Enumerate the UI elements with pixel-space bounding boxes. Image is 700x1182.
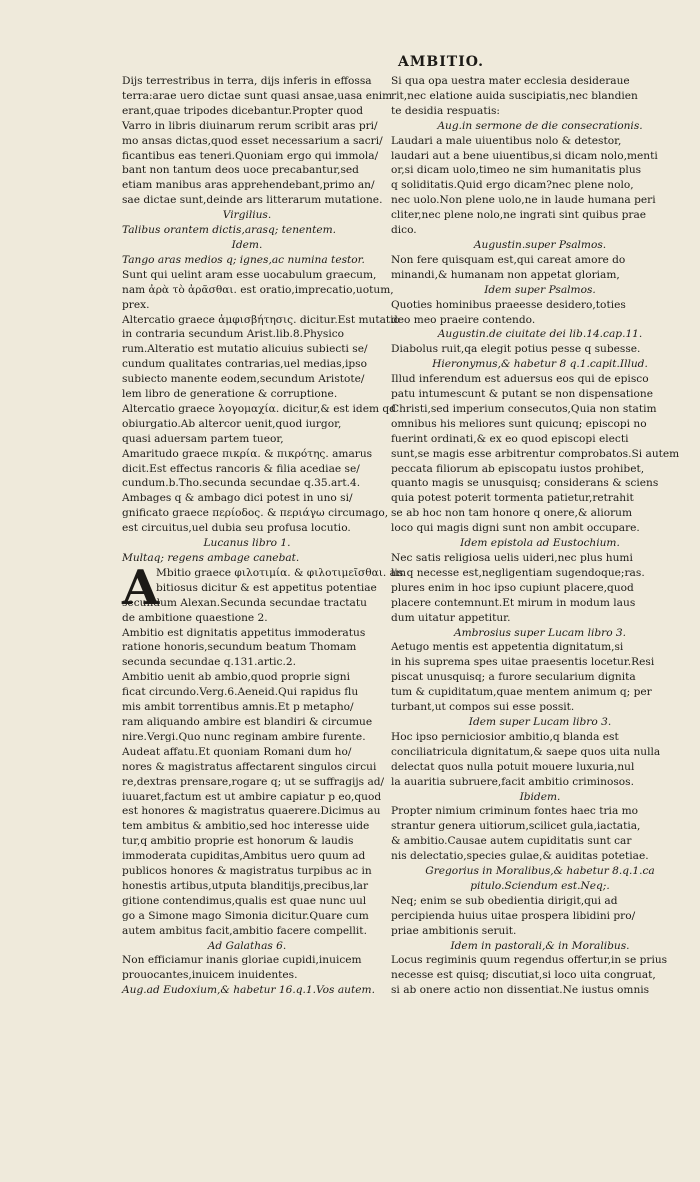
citation: Aug.ad Eudoxium,& habetur 16.q.1.Vos autem. [122, 984, 375, 997]
right-column [391, 74, 689, 998]
text-line: turbant,ut compos sui esse possit. [391, 701, 575, 714]
text-line: Quoties hominibus praeesse desidero,toties [391, 298, 626, 311]
text-line: strantur genera uitiorum,scilicet gula,iactatia, [391, 820, 641, 833]
text-line: dum uitatur appetitur. [391, 611, 511, 624]
text-line: or,si dicam uolo,timeo ne sim humanitatis plus [391, 164, 642, 177]
text-line: Amaritudo graece πικρία. & πικρότης. amarus [122, 447, 373, 460]
citation: Augustin.super Psalmos. [473, 238, 607, 251]
text-line: subiecto manente eodem,secundum Aristote/ [122, 373, 365, 386]
paragraph [391, 551, 689, 626]
text-line: peccata filiorum ab episcopatu iustos prohibet, [391, 462, 645, 475]
drop-cap: A [122, 559, 160, 616]
text-line: obiurgatio.Ab altercor uenit,quod iurgor, [122, 417, 342, 430]
text-line: conciliatricula dignitatum,& saepe quos uita nulla [391, 745, 661, 758]
text-line: cundum.b.Tho.secunda secundae q.35.art.4. [122, 477, 361, 490]
text-line: secundum Alexan.Secunda secundae tractatu [122, 596, 367, 609]
paragraph [122, 953, 372, 983]
text-line: Illud inferendum est aduersus eos qui de episco [391, 373, 649, 386]
text-line: tur,q ambitio proprie est honorum & laudis [122, 835, 354, 848]
citation: Idem. [231, 238, 263, 251]
text-line: la auaritia subruere,facit ambitio criminosos. [391, 775, 634, 788]
text-line: laudari aut a bene uiuentibus,si dicam nolo,menti [391, 149, 658, 162]
quotation: Tango aras medios q; ignes,ac numina testor. [122, 253, 365, 266]
citation: Hieronymus,& habetur 8 q.1.capit.Illud. [432, 358, 648, 371]
text-line: fuerint ordinati,& ex eo quod episcopi electi [391, 432, 629, 445]
text-line: delectat quos nulla potuit mouere luxuria,nul [391, 760, 635, 773]
text-line: tem ambitus & ambitio,sed hoc interesse uide [122, 820, 370, 833]
text-line: Sunt qui uelint aram esse uocabulum graecum, [122, 268, 377, 281]
paragraph [391, 298, 689, 328]
text-line: publicos honores & magistratus turpibus ac in [122, 865, 372, 878]
text-line: si ab onere actio non dissentiat.Ne iustus omnis [391, 984, 650, 997]
text-line: nores & magistratus affectarent singulos circui [122, 760, 377, 773]
text-line: quasi aduersam partem tueor, [122, 432, 284, 445]
text-line: cundum qualitates contrarias,uel medias,ipso [122, 358, 367, 371]
citation: Ambrosius super Lucam libro 3. [453, 626, 627, 639]
citation: Idem super Psalmos. [484, 283, 596, 296]
paragraph [122, 596, 385, 939]
text-line: dicit.Est effectus rancoris & filia acediae se/ [122, 462, 360, 475]
text-line: Dijs terrestribus in terra, dijs inferis in effossa [122, 75, 372, 87]
text-line: minandi,& humanam non appetat gloriam, [391, 268, 620, 281]
text-line: ram aliquando ambire est blandiri & circumue [122, 715, 373, 728]
text-line: necesse est quisq; discutiat,si loco uita congruat, [391, 969, 656, 982]
text-line: cliter,nec plene nolo,ne ingrati sint quibus prae [391, 209, 647, 222]
paragraph [391, 730, 689, 790]
text-line: rit,nec elatione auida suscipiatis,nec blandien [391, 89, 638, 102]
paragraph [122, 268, 394, 313]
citation: pitulo.Sciendum est.Neq;. [470, 879, 610, 892]
text-line: Altercatio graece λογομαχία. dicitur,& est idem qd [122, 402, 396, 415]
text-line: re,dextras prensare,rogare q; ut se suffragijs ad/ [122, 775, 385, 788]
text-line: immoderata cupiditas,Ambitus uero quum ad [122, 850, 366, 863]
text-line: in contraria secundum Arist.lib.8.Physico [122, 328, 345, 341]
paragraph [391, 640, 689, 715]
text-line: nis delectatio,species gulae,& auiditas potetiae. [391, 850, 649, 863]
citation: Gregorius in Moralibus,& habetur 8.q.1.ca [425, 865, 655, 878]
text-line: Diabolus ruit,qa elegit potius pesse q subesse. [391, 343, 641, 356]
text-line: Ambitio est dignitatis appetitus immoderatus [122, 626, 366, 639]
text-line: ficantibus eas teneri.Quoniam ergo qui immola/ [122, 149, 379, 162]
paragraph [391, 804, 689, 864]
paragraph [122, 313, 400, 537]
text-line: se ab hoc non tam honore q onere,& aliorum [391, 507, 633, 520]
citation: Lucanus libro 1. [203, 537, 291, 550]
text-line: te desidia respuatis: [391, 104, 500, 117]
text-line: prouocantes,inuicem inuidentes. [122, 969, 298, 982]
text-line: Locus regiminis quum regendus offertur,in se prius [391, 954, 668, 967]
paragraph [391, 894, 689, 939]
text-line: Varro in libris diuinarum rerum scribit aras pri/ [122, 119, 378, 132]
text-line: in his suprema spes uitae praesentis locetur.Resi [391, 656, 655, 669]
citation: Idem super Lucam libro 3. [468, 715, 612, 728]
text-line: gnificato graece περίοδος. & περιάγω circumago, [122, 507, 389, 520]
text-line: dico. [391, 224, 417, 237]
text-line: lem libro de generatione & corruptione. [122, 388, 338, 401]
text-line: Aetugo mentis est appetentia dignitatum,si [391, 641, 624, 654]
quotation: Talibus orantem dictis,arasq; tenentem. [122, 224, 337, 237]
text-line: Propter nimium criminum fontes haec tria mo [391, 805, 639, 818]
quotation: Multaq; regens ambage canebat. [122, 552, 300, 564]
text-line: gitione contendimus,qualis est quae nunc uul [122, 894, 367, 907]
citation: Ibidem. [519, 790, 561, 803]
citation: Virgilius. [222, 209, 272, 222]
text-line: tum & cupiditatum,quae mentem animum q; per [391, 686, 652, 699]
text-line: ficat circundo.Verg.6.Aeneid.Qui rapidus flu [122, 686, 359, 699]
text-line: secunda secundae q.131.artic.2. [122, 656, 296, 669]
text-line: Ambitio uenit ab ambio,quod proprie signi [122, 671, 350, 684]
text-line: Si qua opa uestra mater ecclesia desideraue [391, 75, 630, 87]
text-line: erant,quae tripodes dicebantur.Propter quod [122, 104, 364, 117]
text-line: honestis artibus,utputa blanditijs,precibus,lar [122, 879, 369, 892]
text-line: percipienda huius uitae prospera libidini pro/ [391, 909, 636, 922]
text-line: de ambitione quaestione 2. [122, 611, 268, 624]
text-line: Non efficiamur inanis gloriae cupidi,inuicem [122, 954, 362, 967]
citation: Idem in pastorali,& in Moralibus. [450, 939, 630, 952]
citation: Ad Galathas 6. [207, 939, 287, 952]
text-line: Laudari a male uiuentibus nolo & detestor, [391, 134, 622, 147]
text-line: autem ambitus facit,ambitio facere compellit. [122, 924, 367, 937]
text-line: terra:arae uero dictae sunt quasi ansae,uasa enim [122, 89, 393, 102]
text-line: omnibus his meliores sunt quicunq; episcopi no [391, 417, 647, 430]
text-line: Non fere quisquam est,qui careat amore do [391, 253, 626, 266]
text-line: ratione honoris,secundum beatum Thomam [122, 641, 357, 654]
citation: Augustin.de ciuitate dei lib.14.cap.11. [437, 328, 643, 341]
text-line: prex. [122, 298, 150, 311]
text-line: sae dictae sunt,deinde ars litterarum mutatione. [122, 194, 383, 207]
paragraph [391, 253, 689, 283]
text-line: bitiosus dicitur & est appetitus potentiae [156, 581, 377, 594]
running-header: AMBITIO. [398, 54, 484, 70]
text-line: nam ἀρὰ τὸ ἀρᾶσθαι. est oratio,imprecatio,uotum, [122, 283, 394, 296]
text-line: patu intumescunt & putant se non dispensatione [391, 388, 654, 401]
text-line: nec uolo.Non plene uolo,ne in laude humana peri [391, 194, 656, 207]
text-line: q soliditatis.Quid ergo dicam?nec plene nolo, [391, 179, 634, 192]
text-line: priae ambitionis seruit. [391, 924, 517, 937]
text-line: etiam manibus aras apprehendebant,primo an/ [122, 179, 375, 192]
text-line: piscat unusquisq; a furore secularium dignita [391, 671, 636, 684]
text-line: Hoc ipso perniciosior ambitio,q blanda est [391, 730, 619, 743]
text-line: loco qui magis digni sunt non ambit occupare. [391, 522, 640, 535]
paragraph [391, 134, 689, 238]
citation: Idem epistola ad Eustochium. [460, 537, 620, 550]
text-line: & ambitio.Causae autem cupiditatis sunt car [391, 835, 632, 848]
paragraph [391, 372, 689, 536]
text-line: Ambages q & ambago dici potest in uno si/ [122, 492, 353, 505]
text-line: est honores & magistratus quaerere.Dicimus au [122, 805, 381, 818]
text-line: lis q necesse est,negligentiam sugendoque;ras. [391, 566, 645, 579]
text-line: sunt,se magis esse arbitrentur comprobatos.Si autem [391, 447, 680, 460]
text-line: Neq; enim se sub obedientia dirigit,qui ad [391, 894, 618, 907]
text-line: rum.Alteratio est mutatio alicuius subiecti se/ [122, 343, 368, 356]
text-line: deo meo praeire contendo. [391, 313, 536, 326]
text-line: placere contemnunt.Et mirum in modum laus [391, 596, 636, 609]
text-line: est circuitus,uel dubia seu profusa locutio. [122, 522, 351, 535]
paragraph [391, 953, 689, 998]
text-line: Nec satis religiosa uelis uideri,nec plus humi [391, 552, 633, 564]
text-line: quanto magis se unusquisq; considerans & sciens [391, 477, 659, 490]
text-line: quia potest poterit tormenta patietur,retrahit [391, 492, 634, 505]
text-line: mo ansas dictas,quod esset necessarium a sacri/ [122, 134, 383, 147]
text-line: plures enim in hoc ipso cupiunt placere,quod [391, 581, 634, 594]
text-line: mis ambit torrentibus amnis.Et p metapho/ [122, 701, 354, 714]
paragraph [391, 74, 689, 119]
text-line: Altercatio graece ἀμφισβήτησις. dicitur.Est mutatio [122, 313, 400, 326]
text-line: iuuaret,factum est ut ambire capiatur p eo,quod [122, 790, 382, 803]
paragraph [122, 74, 393, 208]
text-line: Christi,sed imperium consecutos,Quia non statim [391, 402, 657, 415]
text-line: bant non tantum deos uoce precabantur,sed [122, 164, 359, 177]
citation: Aug.in sermone de die consecrationis. [437, 119, 643, 132]
paragraph [391, 342, 689, 357]
text-line: Audeat affatu.Et quoniam Romani dum ho/ [122, 745, 352, 758]
text-line: go a Simone mago Simonia dicitur.Quare cum [122, 909, 369, 922]
text-line: Mbitio graece φιλοτιμία. & φιλοτιμεῖσθαι. am [156, 566, 407, 579]
text-line: nire.Vergi.Quo nunc reginam ambire furente. [122, 730, 366, 743]
